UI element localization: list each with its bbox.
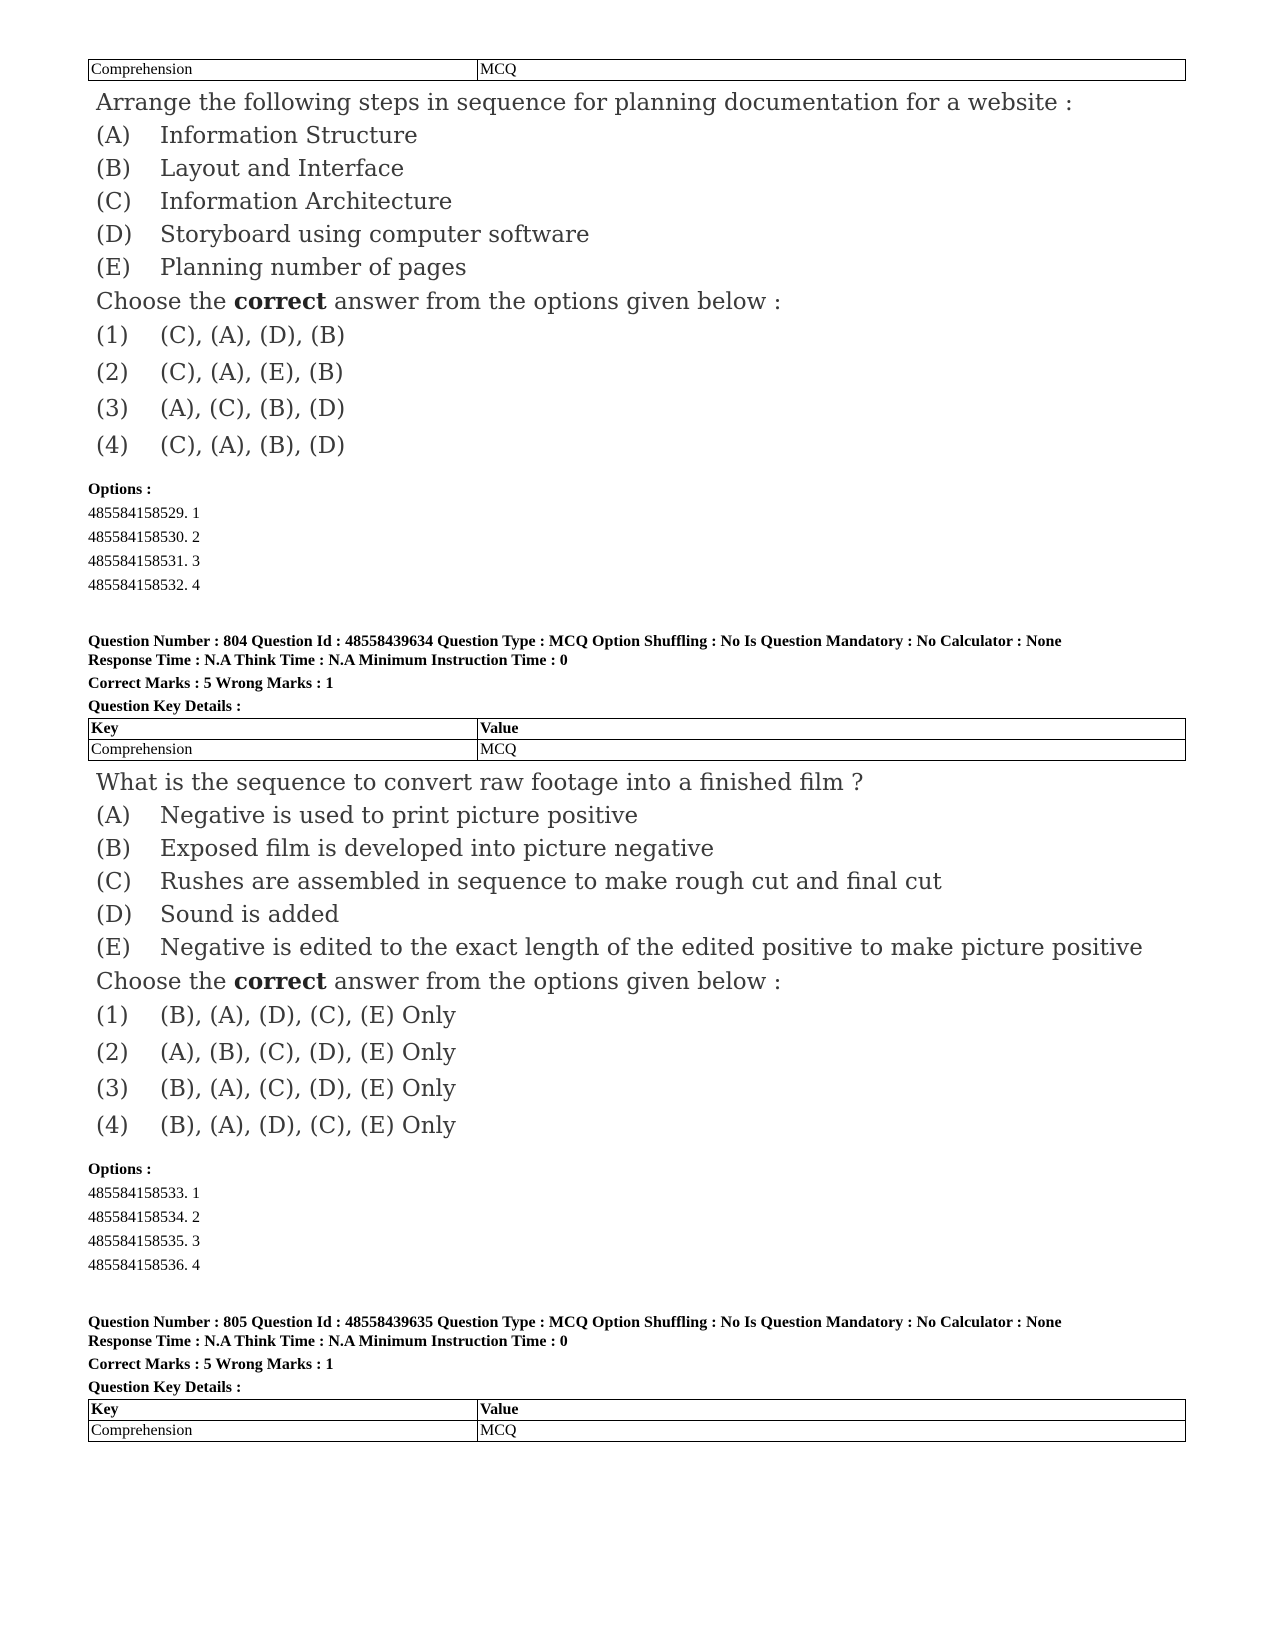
question-key-table-804 xyxy=(88,718,1186,761)
table-header-value: Value xyxy=(478,1400,1186,1421)
options-list-804 xyxy=(88,1158,200,1278)
question-804-body xyxy=(96,767,1143,1144)
question-key-table-805 xyxy=(88,1399,1186,1442)
table-cell-key: Comprehension xyxy=(89,1421,478,1442)
question-stem: What is the sequence to convert raw footage into a finished film ? xyxy=(96,770,864,796)
list-item: (B) Exposed film is developed into picture negative xyxy=(96,836,715,862)
table-header-key: Key xyxy=(89,1400,478,1421)
list-item: (C) Information Architecture xyxy=(96,189,453,215)
table-cell-value: MCQ xyxy=(478,1421,1186,1442)
option-item: 485584158529. 1 xyxy=(88,505,200,522)
table-cell-key: Comprehension xyxy=(89,740,478,761)
question-meta-line: Question Number : 805 Question Id : 48558439635 Question Type : MCQ Option Shuffling : No Is Question Mandatory : No Calculator : None xyxy=(88,1314,1062,1331)
list-item: (D) Storyboard using computer software xyxy=(96,222,590,248)
option-item: 485584158535. 3 xyxy=(88,1233,200,1250)
answer-choice: (4) (B), (A), (D), (C), (E) Only xyxy=(96,1112,456,1139)
answer-choice: (2) (A), (B), (C), (D), (E) Only xyxy=(96,1039,456,1066)
option-item: 485584158533. 1 xyxy=(88,1185,200,1202)
list-item: (C) Rushes are assembled in sequence to make rough cut and final cut xyxy=(96,869,942,895)
table-cell-value: MCQ xyxy=(478,740,1186,761)
table-header-key: Key xyxy=(89,719,478,740)
option-item: 485584158534. 2 xyxy=(88,1209,200,1226)
question-key-table-803 xyxy=(88,59,1186,81)
answer-choice: (3) (B), (A), (C), (D), (E) Only xyxy=(96,1076,456,1102)
list-item: (B) Layout and Interface xyxy=(96,156,405,182)
table-row xyxy=(89,740,1186,761)
list-item: (E) Negative is edited to the exact length of the edited positive to make picture positive xyxy=(96,935,1143,961)
table-header-row xyxy=(89,719,1186,740)
option-item: 485584158532. 4 xyxy=(88,577,200,594)
options-title: Options : xyxy=(88,1161,152,1178)
table-cell-key: Comprehension xyxy=(89,60,478,81)
question-stem: Arrange the following steps in sequence for planning documentation for a website : xyxy=(96,90,1073,116)
key-details-heading: Question Key Details : xyxy=(88,1379,242,1396)
option-item: 485584158530. 2 xyxy=(88,529,200,546)
options-list-803 xyxy=(88,478,200,598)
question-803-body xyxy=(96,87,1073,464)
table-row xyxy=(89,60,1186,81)
list-item: (D) Sound is added xyxy=(96,902,340,928)
key-details-heading: Question Key Details : xyxy=(88,698,242,715)
answer-choice: (3) (A), (C), (B), (D) xyxy=(96,396,346,422)
choose-instruction: Choose the correct answer from the options given below : xyxy=(96,288,782,315)
question-804-meta xyxy=(88,632,1208,716)
question-meta-line: Response Time : N.A Think Time : N.A Minimum Instruction Time : 0 xyxy=(88,652,568,669)
list-item: (A) Information Structure xyxy=(96,123,418,149)
question-805-meta xyxy=(88,1313,1208,1397)
table-cell-value: MCQ xyxy=(478,60,1186,81)
marks-line: Correct Marks : 5 Wrong Marks : 1 xyxy=(88,675,334,692)
question-meta-line: Question Number : 804 Question Id : 48558439634 Question Type : MCQ Option Shuffling : No Is Question Mandatory : No Calculator : None xyxy=(88,633,1062,650)
choose-instruction: Choose the correct answer from the options given below : xyxy=(96,968,782,995)
answer-choice: (1) (C), (A), (D), (B) xyxy=(96,323,346,349)
table-row xyxy=(89,1421,1186,1442)
answer-choice: (1) (B), (A), (D), (C), (E) Only xyxy=(96,1003,456,1029)
table-header-value: Value xyxy=(478,719,1186,740)
list-item: (E) Planning number of pages xyxy=(96,255,467,281)
answer-choice: (4) (C), (A), (B), (D) xyxy=(96,432,346,459)
marks-line: Correct Marks : 5 Wrong Marks : 1 xyxy=(88,1356,334,1373)
list-item: (A) Negative is used to print picture positive xyxy=(96,803,639,829)
options-title: Options : xyxy=(88,481,152,498)
option-item: 485584158536. 4 xyxy=(88,1257,200,1274)
table-header-row xyxy=(89,1400,1186,1421)
answer-choice: (2) (C), (A), (E), (B) xyxy=(96,359,344,386)
question-meta-line: Response Time : N.A Think Time : N.A Minimum Instruction Time : 0 xyxy=(88,1333,568,1350)
option-item: 485584158531. 3 xyxy=(88,553,200,570)
